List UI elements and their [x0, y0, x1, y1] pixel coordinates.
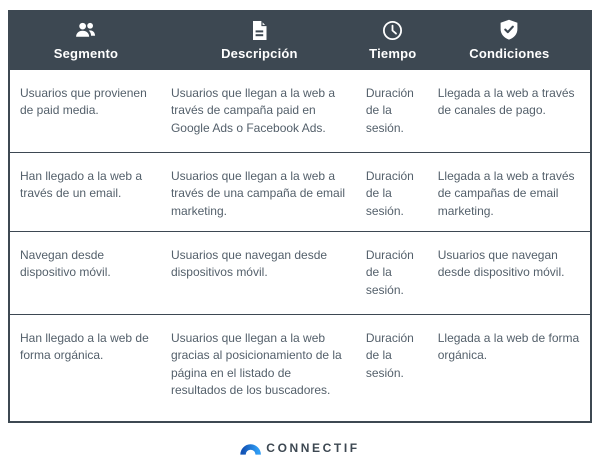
cell-tiempo: Duración de la sesión. — [365, 169, 414, 218]
cell-segmento: Han llegado a la web de forma orgánica. — [20, 331, 149, 363]
table-row — [10, 315, 590, 421]
cell-condiciones: Llegada a la web a través de campañas de email marketing. — [437, 169, 575, 218]
column-header-segmento — [10, 12, 162, 70]
footer-brand — [0, 440, 600, 455]
cell-tiempo: Duración de la sesión. — [365, 331, 414, 380]
column-header-tiempo — [357, 12, 429, 70]
cell-descripcion: Usuarios que llegan a la web gracias al posicionamiento de la página en el listado de resultados de los buscadores. — [170, 331, 342, 398]
column-header-label: Segmento — [53, 45, 119, 61]
brand-wordmark: CONNECTIF — [266, 440, 360, 455]
table-header-row — [10, 12, 590, 70]
table-row — [10, 70, 590, 153]
cell-segmento: Navegan desde dispositivo móvil. — [20, 248, 111, 280]
column-header-label: Descripción — [221, 45, 298, 61]
cell-tiempo: Duración de la sesión. — [365, 248, 414, 297]
cell-descripcion: Usuarios que navegan desde dispositivos móvil. — [170, 248, 328, 280]
users-icon — [74, 20, 97, 41]
cell-condiciones: Llegada a la web de forma orgánica. — [437, 331, 580, 363]
cell-condiciones: Llegada a la web a través de canales de pago. — [437, 86, 575, 118]
column-header-condiciones — [429, 12, 590, 70]
cell-segmento: Usuarios que provienen de paid media. — [20, 86, 147, 118]
column-header-label: Tiempo — [369, 45, 417, 61]
cell-descripcion: Usuarios que llegan a la web a través de una campaña de email marketing. — [170, 169, 346, 218]
segments-table — [8, 10, 592, 423]
column-header-label: Condiciones — [469, 45, 550, 61]
clock-icon — [382, 20, 403, 41]
table-row — [10, 232, 590, 315]
shield-check-icon — [499, 20, 519, 41]
document-icon — [251, 20, 268, 41]
cell-tiempo: Duración de la sesión. — [365, 86, 414, 135]
table-row — [10, 153, 590, 232]
connectif-logo-icon — [240, 440, 261, 455]
cell-segmento: Han llegado a la web a través de un email. — [20, 169, 143, 201]
cell-condiciones: Usuarios que navegan desde dispositivo móvil. — [437, 248, 565, 280]
column-header-descripcion — [162, 12, 357, 70]
cell-descripcion: Usuarios que llegan a la web a través de campaña paid en Google Ads o Facebook Ads. — [170, 86, 336, 135]
